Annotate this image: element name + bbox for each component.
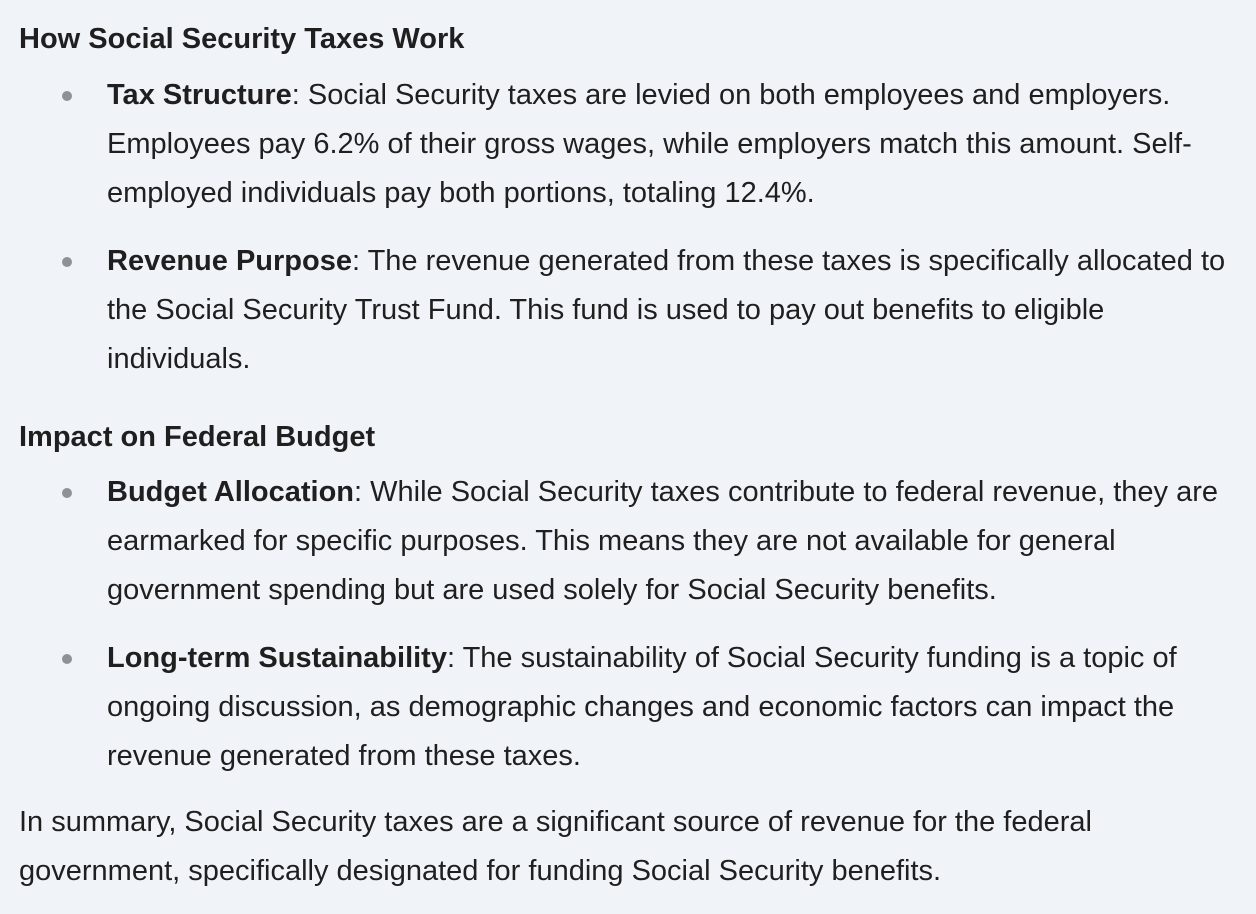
taxes-work-list [0,71,1256,403]
bullet-dot-icon [62,654,72,664]
bullet-text: : Social Security taxes are levied on both employees and employers. Employees pay 6.2% of their gross wages, while employers match this amount. Self-employed individuals pay both portions, totaling 12.4%. [107,79,1192,209]
list-item-revenue-purpose [0,237,1256,384]
list-item-tax-structure [0,71,1256,218]
bullet-text: : While Social Security taxes contribute to federal revenue, they are earmarked for specific purposes. This means they are not available for general government spending but are used solely for Social Security benefits. [107,476,1219,606]
bullet-term: Tax Structure [107,79,292,111]
bullet-term: Budget Allocation [107,476,355,508]
bullet-dot-icon [62,91,72,101]
bullet-text: : The revenue generated from these taxes is specifically allocated to the Social Security Trust Fund. This fund is used to pay out benefits to eligible individuals. [107,245,1226,375]
bullet-dot-icon [62,488,72,498]
list-item-long-term-sustainability [0,634,1256,781]
bullet-text: : The sustainability of Social Security funding is a topic of ongoing discussion, as demographic changes and economic factors can impact the revenue generated from these taxes. [107,642,1177,772]
bullet-term: Long-term Sustainability [107,642,447,674]
list-item-budget-allocation [0,468,1256,615]
summary-paragraph: In summary, Social Security taxes are a significant source of revenue for the federal government, specifically designated for funding Social Security benefits. [19,806,1092,887]
bullet-term: Revenue Purpose [107,245,352,277]
section-heading-taxes-work: How Social Security Taxes Work [19,23,465,55]
bullet-dot-icon [62,257,72,267]
section-heading-federal-budget: Impact on Federal Budget [19,421,376,453]
federal-budget-list [0,468,1256,800]
